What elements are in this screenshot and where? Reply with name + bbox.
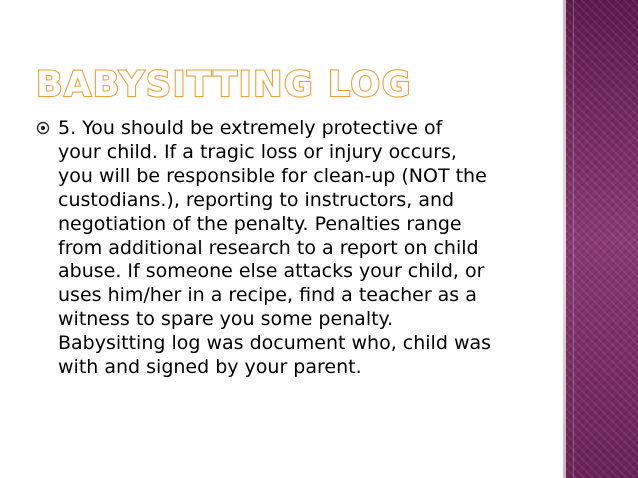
circle-bullet-icon: [36, 117, 58, 135]
bullet-item: [36, 117, 530, 380]
slide-title-text: BABYSITTING LOG: [36, 65, 412, 105]
slide-title: [36, 64, 496, 104]
slide-title-graphic: [36, 64, 496, 104]
band-inner-line: [573, 0, 574, 478]
decorative-side-band: [566, 0, 638, 478]
bullet-text: 5. You should be extremely protective of your child. If a tragic loss or injury occurs, you will be responsible for clean-up (NOT the custodians.), reporting to instructors, and negotiation of the penalty. Penalties range from additional research to a report on child abuse. If someone else attacks your child, or uses him/her in a recipe, find a teacher as a witness to spare you some penalty. Babysitting log was document who, child was with and signed by your parent.: [58, 117, 492, 379]
slide-body: [36, 117, 530, 380]
